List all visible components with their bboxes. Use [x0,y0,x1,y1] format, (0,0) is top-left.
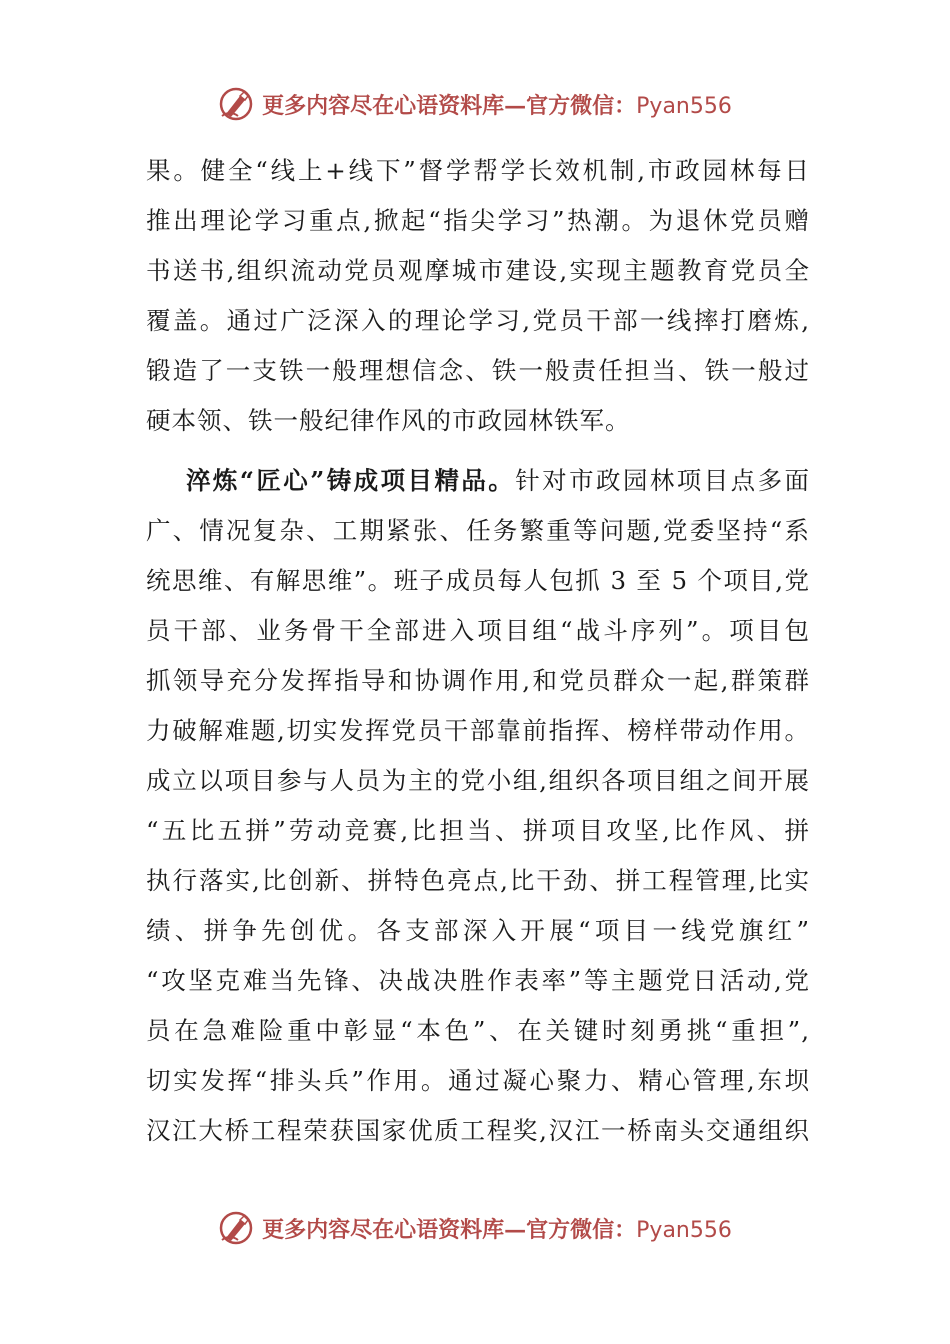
lead-line-rest: 针对市政园林项目点多面 [515,466,810,495]
text-line: 广、情况复杂、工期紧张、任务繁重等问题,党委坚持“系 [146,516,810,545]
text-line: 汉江大桥工程荣获国家优质工程奖,汉江一桥南头交通组织 [146,1116,810,1145]
text-line: 统思维、有解思维”。班子成员每人包抓 3 至 5 个项目,党 [146,566,810,595]
text-line: 成立以项目参与人员为主的党小组,组织各项目组之间开展 [146,766,810,795]
text-line: “攻坚克难当先锋、决战决胜作表率”等主题党日活动,党 [146,966,810,995]
text-line: “五比五拼”劳动竞赛,比担当、拼项目攻坚,比作风、拼 [146,816,810,845]
watermark-text [262,1213,732,1244]
text-line: 员在急难险重中彰显“本色”、在关键时刻勇挑“重担”, [146,1016,810,1045]
text-line: 覆盖。通过广泛深入的理论学习,党员干部一线摔打磨炼, [146,306,810,335]
text-line: 锻造了一支铁一般理想信念、铁一般责任担当、铁一般过 [146,356,810,385]
pen-nib-logo-icon [218,86,254,122]
watermark-label: 更多内容尽在心语资料库—官方微信： [262,1216,637,1243]
text-line: 推出理论学习重点,掀起“指尖学习”热潮。为退休党员赠 [146,206,810,235]
document-body [146,146,810,1156]
watermark-handle: Pyan556 [636,93,732,119]
paragraph-1 [146,146,810,446]
paragraph-heading: 淬炼“匠心”铸成项目精品。 [186,466,516,495]
watermark-banner-top [0,84,950,124]
paragraph-lead-line [146,456,810,506]
text-line: 力破解难题,切实发挥党员干部靠前指挥、榜样带动作用。 [146,716,810,745]
text-line: 执行落实,比创新、拼特色亮点,比干劲、拼工程管理,比实 [146,866,810,895]
paragraph-2 [146,456,810,1156]
text-line: 抓领导充分发挥指导和协调作用,和党员群众一起,群策群 [146,666,810,695]
text-line: 切实发挥“排头兵”作用。通过凝心聚力、精心管理,东坝 [146,1066,810,1095]
text-line: 硬本领、铁一般纪律作风的市政园林铁军。 [146,406,631,435]
text-line: 员干部、业务骨干全部进入项目组“战斗序列”。项目包 [146,616,810,645]
watermark-label: 更多内容尽在心语资料库—官方微信： [262,92,637,119]
text-line: 书送书,组织流动党员观摩城市建设,实现主题教育党员全 [146,256,810,285]
text-line: 绩、拼争先创优。各支部深入开展“项目一线党旗红” [146,916,810,945]
watermark-text [262,89,732,120]
watermark-banner-bottom [0,1208,950,1248]
pen-nib-logo-icon [218,1210,254,1246]
text-line: 果。健全“线上+线下”督学帮学长效机制,市政园林每日 [146,156,810,185]
watermark-handle: Pyan556 [636,1217,732,1243]
